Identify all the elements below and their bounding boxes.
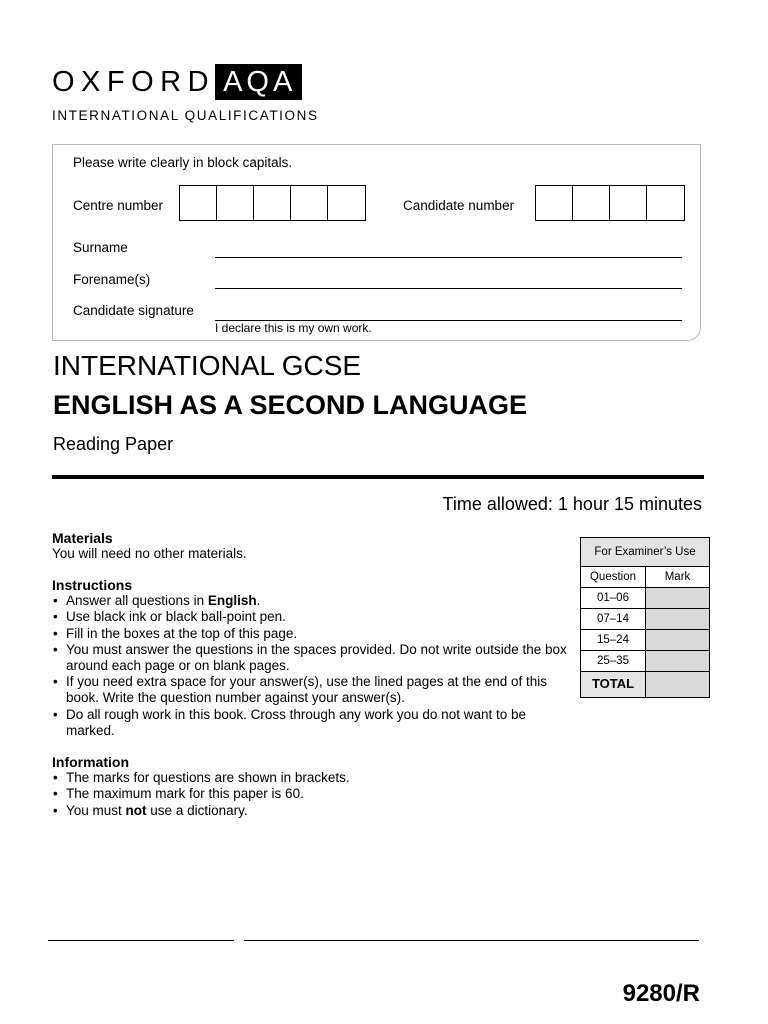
table-row [581,609,709,630]
information-list [52,770,572,819]
time-allowed: Time allowed: 1 hour 15 minutes [442,494,702,514]
centre-number-boxes[interactable] [179,185,366,221]
logo-subtitle: INTERNATIONAL QUALIFICATIONS [52,108,319,123]
candidate-digit-box[interactable] [573,186,610,220]
question-range: 07–14 [581,609,646,629]
question-column-header: Question [581,567,646,587]
footer-line-right [244,940,699,941]
list-item: • The maximum mark for this paper is 60. [52,786,572,802]
list-item: • If you need extra space for your answer(s), use the lined pages at the end of this book. Write the question number against your answer(s). [52,674,572,706]
paper-code: 9280/R [622,980,700,1007]
list-item: • Answer all questions in English. [52,593,572,609]
declaration-text: I declare this is my own work. [215,321,372,335]
table-row [581,630,709,651]
header-divider [52,475,704,479]
centre-number-label: Centre number [73,198,164,213]
instructions-heading: Instructions [52,577,133,593]
mark-cell [646,630,709,650]
mark-cell [646,651,709,671]
question-range: 25–35 [581,651,646,671]
paper-title: Reading Paper [53,434,174,454]
centre-digit-box[interactable] [328,186,365,220]
candidate-digit-box[interactable] [647,186,684,220]
table-row [581,651,709,672]
mark-column-header: Mark [646,567,709,587]
centre-digit-box[interactable] [217,186,254,220]
forename-line[interactable] [215,288,682,289]
candidate-details-box [52,144,701,341]
subject-title: ENGLISH AS A SECOND LANGUAGE [53,390,528,420]
instructions-section [52,577,572,739]
candidate-digit-box[interactable] [536,186,573,220]
logo-word: OXFORD [52,66,216,98]
oxford-aqa-logo [52,64,302,100]
list-item: • You must not use a dictionary. [52,803,572,819]
forename-label: Forename(s) [73,272,151,287]
information-section [52,754,572,819]
materials-text: You will need no other materials. [52,546,247,562]
list-item: • Do all rough work in this book. Cross through any work you do not want to be marked. [52,707,572,739]
table-row [581,588,709,609]
total-mark-cell [646,672,709,697]
qualification-title: INTERNATIONAL GCSE [53,350,362,381]
candidate-number-boxes[interactable] [535,185,685,221]
question-range: 15–24 [581,630,646,650]
list-item: • You must answer the questions in the spaces provided. Do not write outside the box around each page or on blank pages. [52,642,572,674]
mark-cell [646,588,709,608]
list-item: • Fill in the boxes at the top of this page. [52,626,572,642]
list-item: • Use black ink or black ball-point pen. [52,609,572,625]
candidate-digit-box[interactable] [610,186,647,220]
surname-label: Surname [73,240,128,255]
block-capitals-instruction: Please write clearly in block capitals. [73,155,293,170]
centre-digit-box[interactable] [254,186,291,220]
centre-digit-box[interactable] [180,186,217,220]
instructions-list [52,593,572,739]
question-range: 01–06 [581,588,646,608]
surname-line[interactable] [215,257,682,258]
total-label: TOTAL [581,672,646,697]
signature-label: Candidate signature [73,303,194,318]
footer-line-left [48,940,234,941]
information-heading: Information [52,754,129,770]
table-header-row [581,567,709,588]
examiner-table-title: For Examiner’s Use [581,538,709,567]
materials-section [52,530,572,562]
total-row [581,672,709,697]
centre-digit-box[interactable] [291,186,328,220]
examiner-use-table [580,537,710,698]
logo-box: AQA [215,64,302,100]
candidate-number-label: Candidate number [403,198,515,213]
mark-cell [646,609,709,629]
materials-heading: Materials [52,530,113,546]
list-item: • The marks for questions are shown in brackets. [52,770,572,786]
